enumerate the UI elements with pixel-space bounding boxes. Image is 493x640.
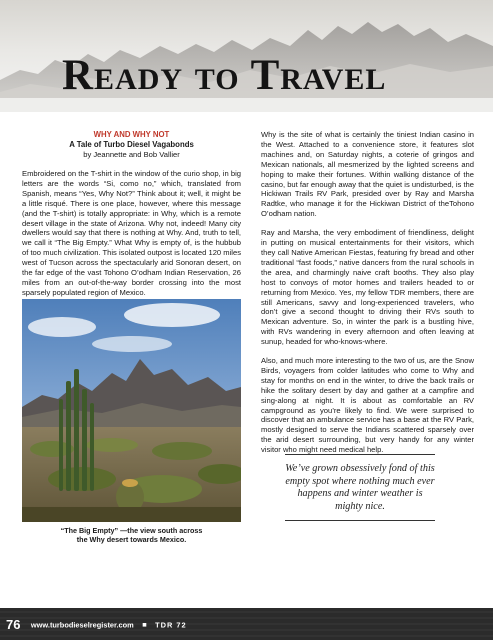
body-paragraph: Why is the site of what is certainly the tiniest Indian casino in the West. Attached to a convenience store, it features slot machines and, on Saturday nights, a coterie of gringos and Mexican nationals, all mesmerized by the lighted screens and hoping to make their fortunes. Within walking distance of the casino, but far enough away that the quiet is undisturbed, is the Hickiwan Trails RV Park, presided over by Ray and Marsha Radtke, who manage it for the Hickiwan District of theTohono O’odham nation. [261,130,474,219]
page-footer [0,608,493,640]
footer-text [6,616,187,634]
section-title: Ready to Travel [62,52,387,99]
issue-label: TDR 72 [155,620,187,630]
page-number: 76 [6,617,21,633]
story-subhead: A Tale of Turbo Diesel Vagabonds [69,140,194,149]
body-paragraph: Also, and much more interesting to the two of us, are the Snow Birds, voyagers from colder latitudes who come to Why and stay for months on end in the winter, to drive the back trails or hike the solitary desert by day and gather at a campfire and sing-along at night. It is about as comfortable an RV campground as you’re likely to find. We were surprised to discover that an ambulance service has a base at the RV Park, mostly designed to serve the Indians scattered sparsely over the arid desert surrounding, but very handy for any winter visitor who might need medical help. [261,356,474,455]
body-paragraph: Embroidered on the T-shirt in the window of the curio shop, in big letters are the words “Si, como no,” which, translated from Spanish, means “Yes, Why Not?” Think about it; well, it might be a little risqué. There is one place, however, where this message (and the T-shirt) is totally appropriate: in Why, which is a remote desert village in the state of Arizona. Why not, indeed! Many city dwellers would say that there is nothing at Why. And, truth to tell, we call it “The Big Empty.” What Why is empty of, is the hubbub of too much civilization. This isolated outpost is located 120 miles west of Tucson across the spectacularly arid Sonoran desert, on the far edge of the vast Tohono O’odham Indian Reservation, 26 miles from an out-of-the-way border crossing into the most sparsely populated region of Mexico. [22,169,241,297]
story-header [22,130,241,160]
story-kicker: WHY AND WHY NOT [93,130,170,139]
photo-caption-line: the Why desert towards Mexico. [76,535,187,544]
right-column [261,130,474,464]
photo-caption [22,526,241,544]
title-banner [0,0,493,112]
footer-url[interactable]: www.turbodieselregister.com [30,620,134,630]
desert-landscape-image [22,299,241,522]
footer-separator-icon: ■ [142,620,147,630]
desert-photo [22,299,241,522]
story-byline: by Jeannette and Bob Vallier [83,150,180,159]
photo-caption-line: “The Big Empty” —the view south across [60,526,203,535]
pull-quote: We’ve grown obsessively fond of this empty spot where nothing much ever happens and winter weather is mighty nice. [285,454,435,521]
body-paragraph: Ray and Marsha, the very embodiment of friendliness, delight in putting on musical entertainments for their visitors, which they call Native American Fiestas, featuring fry bread and other traditional “fast foods,” native dancers from the rural schools in the area, and charmingly naive craft booths. They also play host to convoys of motor homes and trailers headed to or returning from Mexico. Yes, my fellow TDR members, there are still Americans, savvy and long-experienced travelers, who don’t give a second thought to driving their RVs south to Mexican adventure. So, in winter the park is a bustling hive, with RVs wandering in every afternoon and often leaving at sunup, headed for who-knows-where. [261,228,474,347]
